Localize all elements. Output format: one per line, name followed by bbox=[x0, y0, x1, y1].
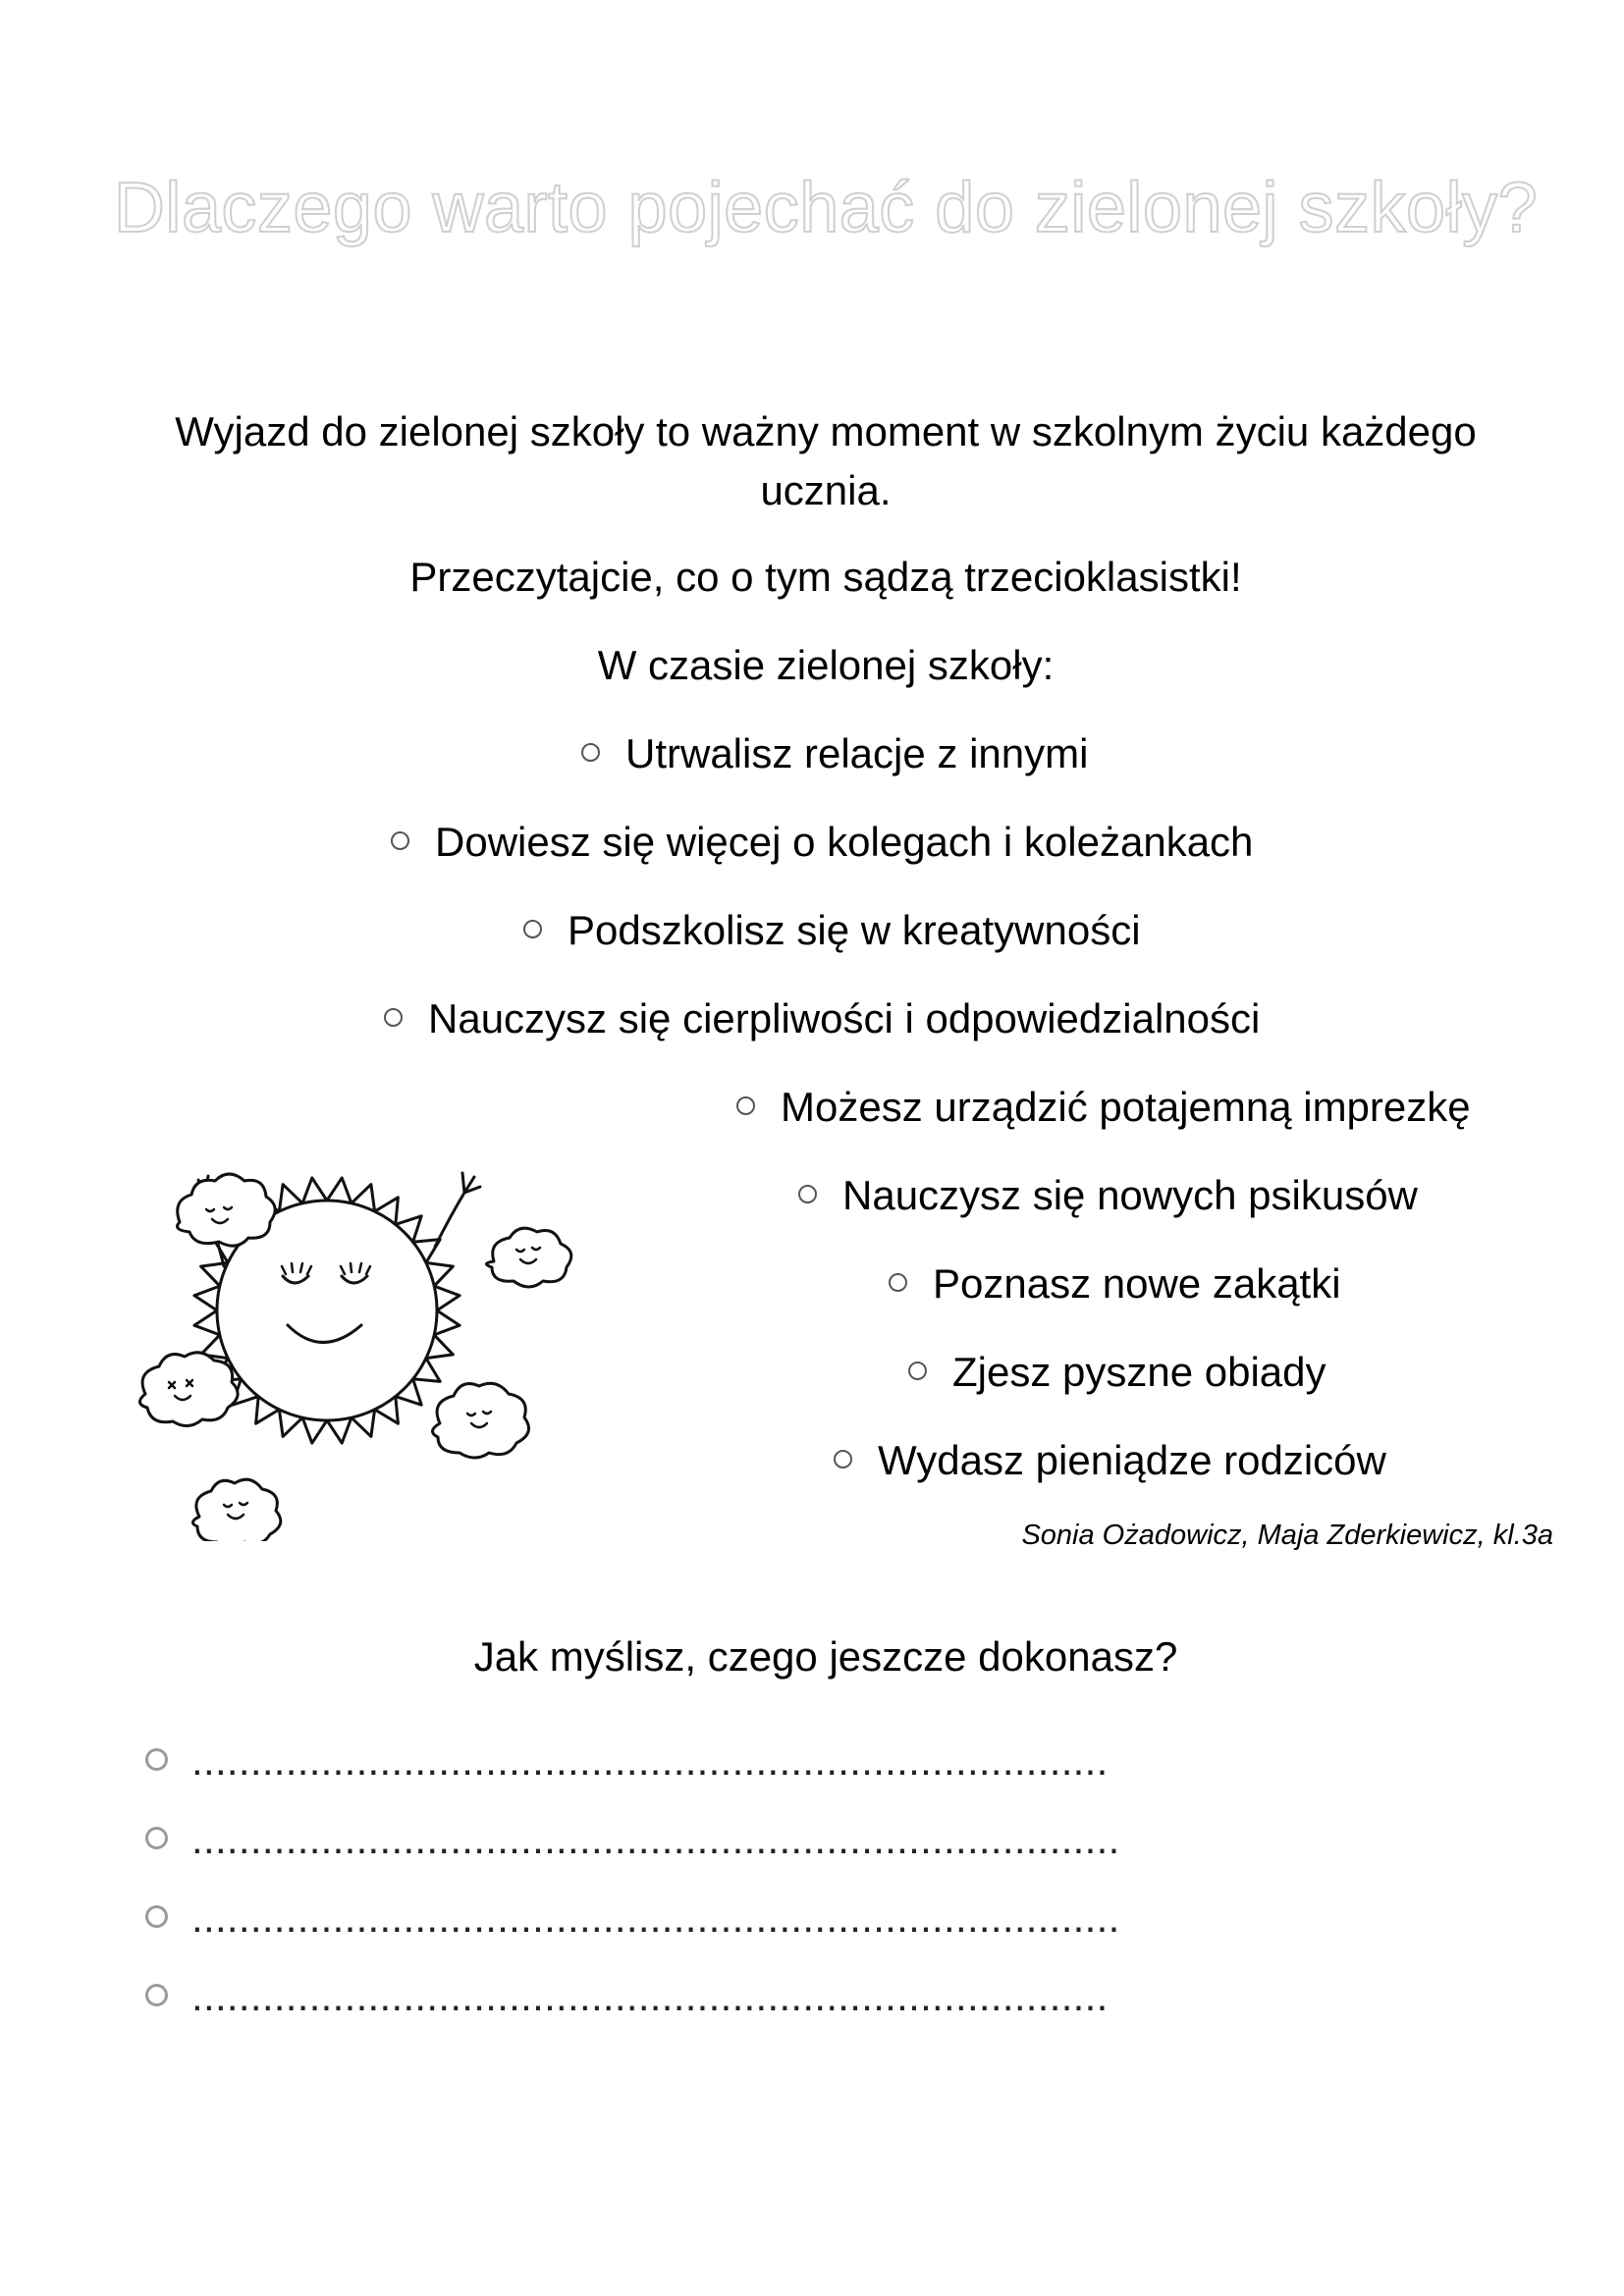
prompt-text: Przeczytajcie, co o tym sądzą trzecioklasistki! bbox=[409, 554, 1242, 600]
circle-bullet-icon bbox=[581, 743, 600, 762]
question-text: Jak myślisz, czego jeszcze dokonasz? bbox=[473, 1633, 1178, 1680]
circle-bullet-icon bbox=[145, 1905, 168, 1928]
circle-bullet-icon bbox=[391, 831, 409, 850]
list-item: Zjesz pyszne obiady bbox=[908, 1345, 1326, 1400]
list-item: Podszkolisz się w kreatywności bbox=[523, 903, 1141, 958]
list-item: Poznasz nowe zakątki bbox=[889, 1256, 1341, 1311]
list-item: Wydasz pieniądze rodziców bbox=[834, 1433, 1386, 1488]
circle-bullet-icon bbox=[736, 1096, 755, 1115]
answer-line[interactable]: ............................................................................... bbox=[145, 1893, 1120, 1944]
circle-bullet-icon bbox=[384, 1008, 403, 1027]
circle-bullet-icon bbox=[889, 1273, 907, 1292]
circle-bullet-icon bbox=[145, 1827, 168, 1849]
list-item: Dowiesz się więcej o kolegach i koleżankach bbox=[391, 815, 1253, 870]
circle-bullet-icon bbox=[145, 1748, 168, 1771]
answer-line[interactable]: ............................................................................... bbox=[145, 1814, 1120, 1865]
circle-bullet-icon bbox=[523, 920, 542, 938]
answer-line[interactable]: .............................................................................. bbox=[145, 1735, 1109, 1787]
list-item: Nauczysz się nowych psikusów bbox=[798, 1168, 1418, 1223]
smiling-sun-with-clouds-icon bbox=[126, 1129, 617, 1541]
list-item: Utrwalisz relacje z innymi bbox=[581, 726, 1088, 781]
intro-paragraph: Wyjazd do zielonej szkoły to ważny moment w szkolnym życiu każdego ucznia. bbox=[175, 408, 1477, 513]
circle-bullet-icon bbox=[908, 1362, 927, 1380]
answer-line[interactable]: .............................................................................. bbox=[145, 1971, 1109, 2022]
circle-bullet-icon bbox=[145, 1984, 168, 2006]
list-heading: W czasie zielonej szkoły: bbox=[597, 642, 1055, 688]
authors-credit: Sonia Ożadowicz, Maja Zderkiewicz, kl.3a bbox=[1021, 1520, 1553, 1551]
page-title: Dlaczego warto pojechać do zielonej szkoły? bbox=[113, 169, 1539, 247]
list-item: Nauczysz się cierpliwości i odpowiedzialności bbox=[384, 991, 1260, 1046]
list-item: Możesz urządzić potajemną imprezkę bbox=[736, 1080, 1471, 1135]
circle-bullet-icon bbox=[798, 1185, 817, 1203]
circle-bullet-icon bbox=[834, 1450, 852, 1468]
